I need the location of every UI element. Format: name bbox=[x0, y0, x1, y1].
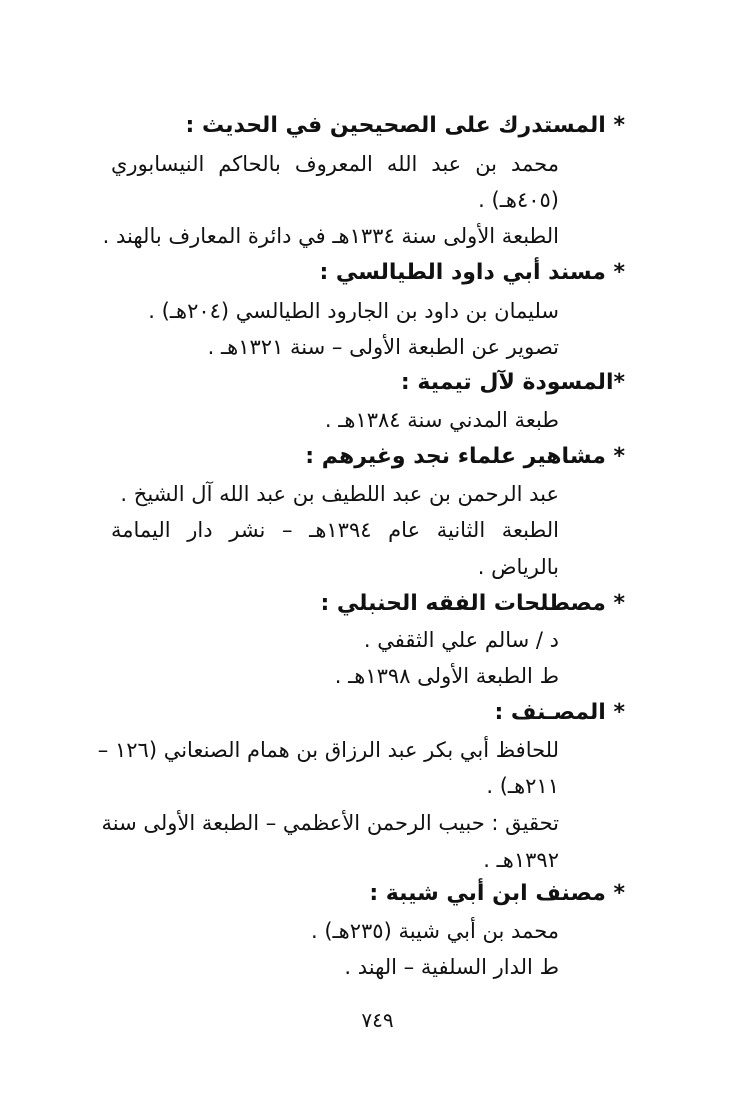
entry-heading-musawwada: *المسودة لآل تيمية : bbox=[400, 370, 625, 395]
entry-line: محمد بن أبي شيبة (٢٣٥هـ) . bbox=[310, 919, 559, 943]
entry-heading-mustadrak: * المستدرك على الصحيحين في الحديث : bbox=[185, 113, 625, 138]
entry-line: للحافظ أبي بكر عبد الرزاق بن همام الصنعاني (١٢٦ – bbox=[97, 738, 559, 762]
entry-heading-musannaf-ibn-abi-shayba: * مصنف ابن أبي شيبة : bbox=[369, 881, 625, 906]
entry-line: الطبعة الأولى سنة ١٣٣٤هـ في دائرة المعارف بالهند . bbox=[102, 224, 559, 248]
entry-line: طبعة المدني سنة ١٣٨٤هـ . bbox=[324, 408, 559, 432]
entry-line: محمد بن عبد الله المعروف بالحاكم النيسابوري bbox=[111, 152, 559, 176]
entry-line: د / سالم علي الثقفي . bbox=[363, 628, 559, 652]
entry-line: بالرياض . bbox=[477, 555, 559, 579]
entry-line: ط الدار السلفية – الهند . bbox=[344, 955, 559, 979]
entry-line: الطبعة الثانية عام ١٣٩٤هـ – نشر دار اليمامة bbox=[111, 518, 559, 542]
entry-line: ١٣٩٢هـ . bbox=[483, 848, 559, 872]
entry-heading-musannaf: * المصـنف : bbox=[494, 700, 625, 725]
entry-line: عبد الرحمن بن عبد اللطيف بن عبد الله آل الشيخ . bbox=[120, 482, 559, 506]
entry-line: ط الطبعة الأولى ١٣٩٨هـ . bbox=[334, 664, 559, 688]
entry-line: (٤٠٥هـ) . bbox=[478, 188, 559, 212]
entry-line: سليمان بن داود بن الجارود الطيالسي (٢٠٤هـ) . bbox=[148, 299, 559, 323]
entry-heading-mashahir: * مشاهير علماء نجد وغيرهم : bbox=[305, 444, 625, 469]
entry-line: تصوير عن الطبعة الأولى – سنة ١٣٢١هـ . bbox=[207, 335, 559, 359]
entry-line: ٢١١هـ) . bbox=[486, 774, 559, 798]
entry-heading-musnad-tayalisi: * مسند أبي داود الطيالسي : bbox=[319, 260, 625, 285]
entry-heading-mustalahat: * مصطلحات الفقه الحنبلي : bbox=[320, 591, 625, 616]
page-number: ٧٤٩ bbox=[361, 1008, 394, 1032]
entry-line: تحقيق : حبيب الرحمن الأعظمي – الطبعة الأولى سنة bbox=[101, 811, 559, 835]
